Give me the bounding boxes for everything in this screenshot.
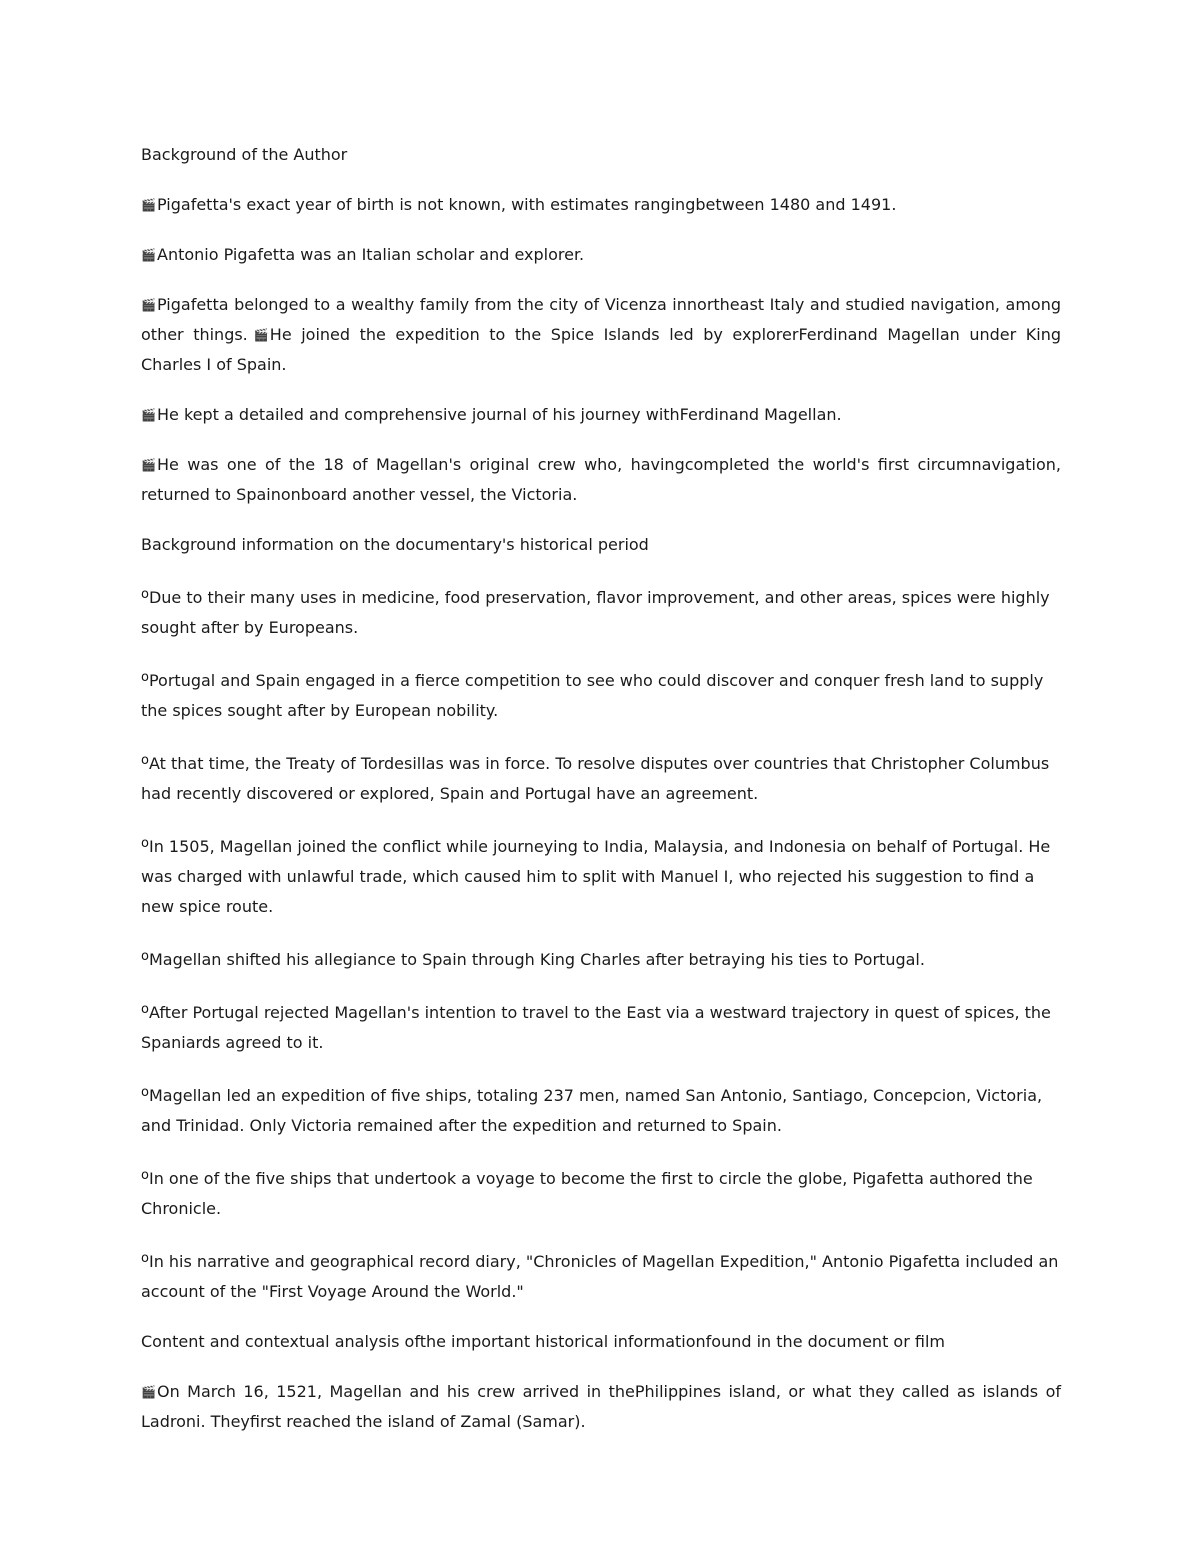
list-item [141,995,1061,1058]
list-item [141,1244,1061,1307]
list-item-text: At that time, the Treaty of Tordesillas was in force. To resolve disputes over countries that Christopher Columbus had recently discovered or explored, Spain and Portugal have an agreement. [141,754,1050,803]
list-item-text: Magellan shifted his allegiance to Spain through King Charles after betraying his ties to Portugal. [148,950,925,969]
list-item [141,240,1061,270]
clapperboard-icon: 🎬 [141,1385,156,1399]
degree-icon: o [141,1002,149,1017]
clapperboard-icon: 🎬 [253,328,269,342]
list-item-text: Pigafetta's exact year of birth is not known, with estimates rangingbetween 1480 and 1491. [157,195,897,214]
degree-icon: o [141,836,149,851]
clapperboard-icon: 🎬 [141,298,156,312]
degree-icon: o [141,670,149,685]
list-item [141,190,1061,220]
section-heading-content-analysis: Content and contextual analysis ofthe important historical informationfound in the document or film [141,1332,945,1351]
list-item [141,663,1061,726]
list-item-text: In 1505, Magellan joined the conflict while journeying to India, Malaysia, and Indonesia on behalf of Portugal. He was charged with unlawful trade, which caused him to split with Manuel I, who rejected his suggestion to find a new spice route. [141,837,1051,916]
list-item-text: Portugal and Spain engaged in a fierce competition to see who could discover and conquer fresh land to supply the spices sought after by European nobility. [141,671,1044,720]
list-item [141,942,1061,975]
clapperboard-icon: 🎬 [141,198,156,212]
clapperboard-icon: 🎬 [141,408,156,422]
degree-icon: o [141,587,149,602]
list-item [141,450,1061,510]
degree-icon: o [141,1168,149,1183]
degree-icon: o [141,1251,149,1266]
list-item [141,1078,1061,1141]
list-item [141,1377,1061,1437]
list-item-text-extra: He joined the expedition to the Spice Islands led by explorerFerdinand Magellan under King Charles I of Spain. [141,325,1062,374]
list-item-text: Pigafetta belonged to a wealthy family from the city of Vicenza innortheast Italy and studied navigation, among other things. [141,295,1061,344]
list-item-text: Due to their many uses in medicine, food preservation, flavor improvement, and other areas, spices were highly sought after by Europeans. [141,588,1050,637]
degree-icon: o [141,753,149,768]
document-body [141,140,1061,1457]
list-item [141,829,1061,922]
list-item-text: Magellan led an expedition of five ships, totaling 237 men, named San Antonio, Santiago, Concepcion, Victoria, and Trinidad. Only Victoria remained after the expedition and returned to Spain. [141,1086,1043,1135]
list-item-text: Antonio Pigafetta was an Italian scholar and explorer. [157,245,585,264]
list-item-text: In one of the five ships that undertook a voyage to become the first to circle the globe, Pigafetta authored the Chronicle. [141,1169,1033,1218]
list-item-text: In his narrative and geographical record diary, "Chronicles of Magellan Expedition," Antonio Pigafetta included an account of the "First Voyage Around the World." [141,1252,1059,1301]
clapperboard-icon: 🎬 [141,248,156,262]
list-item [141,290,1061,380]
list-item-text: He was one of the 18 of Magellan's original crew who, havingcompleted the world's first circumnavigation, returned to Spainonboard another vessel, the Victoria. [141,455,1061,504]
list-item [141,1161,1061,1224]
list-item-text: After Portugal rejected Magellan's intention to travel to the East via a westward trajectory in quest of spices, the Spaniards agreed to it. [141,1003,1051,1052]
section-heading-author: Background of the Author [141,145,348,164]
clapperboard-icon: 🎬 [141,458,156,472]
list-item [141,400,1061,430]
list-item [141,580,1061,643]
list-item-text: He kept a detailed and comprehensive journal of his journey withFerdinand Magellan. [157,405,842,424]
list-item [141,746,1061,809]
degree-icon: o [141,1085,149,1100]
section-heading-historical-period: Background information on the documentary's historical period [141,535,649,554]
list-item-text: On March 16, 1521, Magellan and his crew arrived in thePhilippines island, or what they called as islands of Ladroni. Theyfirst reached the island of Zamal (Samar). [141,1382,1061,1431]
degree-icon: o [141,949,149,964]
